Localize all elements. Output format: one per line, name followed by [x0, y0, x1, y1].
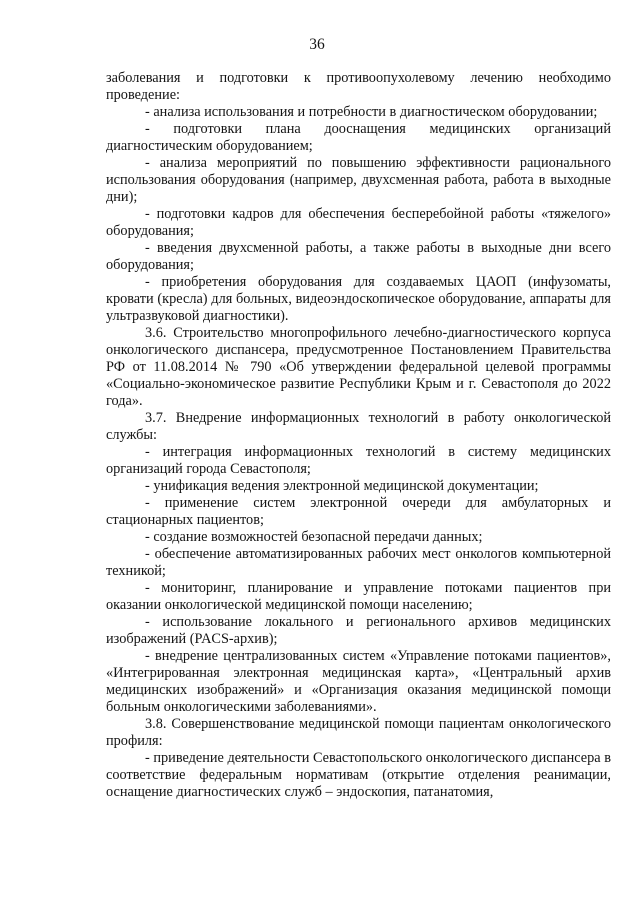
list-item: - внедрение централизованных систем «Управление потоками пациентов», «Интегрированная электронная медицинская карта», «Центральный архив медицинских изображений» и «Организация оказания медицинской помощи больным онкологическими заболеваниями».: [106, 648, 611, 715]
list-item: - интеграция информационных технологий в систему медицинских организаций города Севастополя;: [106, 444, 611, 477]
list-item: - введения двухсменной работы, а также работы в выходные дни всего оборудования;: [106, 240, 611, 273]
section-paragraph: 3.8. Совершенствование медицинской помощи пациентам онкологического профиля:: [106, 716, 611, 749]
list-item: - подготовки плана дооснащения медицинских организаций диагностическим оборудованием;: [106, 121, 611, 154]
section-paragraph: 3.7. Внедрение информационных технологий в работу онкологической службы:: [106, 410, 611, 443]
list-item: - мониторинг, планирование и управление потоками пациентов при оказании онкологической медицинской помощи населению;: [106, 580, 611, 613]
list-item: - приведение деятельности Севастопольского онкологического диспансера в соответствие федеральным нормативам (открытие отделения реанимации, оснащение диагностических служб – эндоскопия, патанатомия,: [106, 750, 611, 800]
list-item: - применение систем электронной очереди для амбулаторных и стационарных пациентов;: [106, 495, 611, 528]
section-paragraph: 3.6. Строительство многопрофильного лечебно-диагностического корпуса онкологического диспансера, предусмотренное Постановлением Правительства РФ от 11.08.2014 № 790 «Об утверждении федеральной целевой программы «Социально-экономическое развитие Республики Крым и г. Севастополя до 2022 года».: [106, 325, 611, 409]
page-number: 36: [309, 36, 325, 53]
list-item: - создание возможностей безопасной передачи данных;: [145, 529, 483, 545]
list-item: - анализа использования и потребности в диагностическом оборудовании;: [145, 104, 598, 120]
list-item: - унификация ведения электронной медицинской документации;: [145, 478, 539, 494]
list-item: - анализа мероприятий по повышению эффективности рационального использования оборудования (например, двухсменная работа, работа в выходные дни);: [106, 155, 611, 205]
list-item: - приобретения оборудования для создаваемых ЦАОП (инфузоматы, кровати (кресла) для больных, видеоэндоскопическое оборудование, аппараты для ультразвуковой диагностики).: [106, 274, 611, 324]
list-item: - подготовки кадров для обеспечения бесперебойной работы «тяжелого» оборудования;: [106, 206, 611, 239]
body-text: [106, 70, 611, 801]
list-item: - обеспечение автоматизированных рабочих мест онкологов компьютерной техникой;: [106, 546, 611, 579]
list-item: - использование локального и регионального архивов медицинских изображений (PACS-архив);: [106, 614, 611, 647]
paragraph: заболевания и подготовки к противоопухолевому лечению необходимо проведение:: [106, 70, 611, 103]
